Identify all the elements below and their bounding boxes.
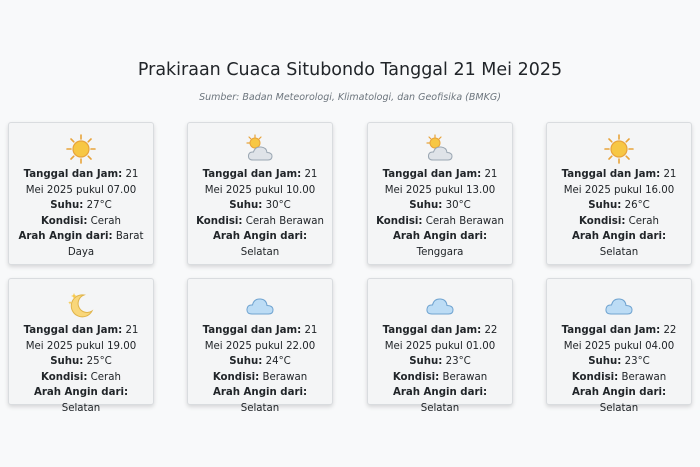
datetime-line: Tanggal dan Jam: 21 Mei 2025 pukul 07.00	[23, 169, 139, 196]
condition-value: Berawan	[262, 371, 308, 383]
temp-line: Suhu: 30°C	[409, 200, 471, 211]
wind-value: Selatan	[599, 246, 639, 258]
forecast-card	[8, 278, 154, 414]
forecast-card	[8, 122, 154, 265]
temp-line: Suhu: 30°C	[229, 200, 291, 211]
condition-value: Berawan	[621, 371, 667, 383]
forecast-card	[546, 122, 692, 265]
wind-line: Arah Angin dari: Selatan	[392, 387, 488, 414]
wind-line: Arah Angin dari: Selatan	[571, 231, 667, 258]
forecast-card	[546, 278, 692, 414]
temp-line: Suhu: 24°C	[229, 356, 291, 367]
forecast-card	[367, 122, 513, 265]
wind-value: Selatan	[240, 402, 280, 414]
condition-value: Cerah Berawan	[245, 215, 324, 227]
wind-line: Arah Angin dari: Selatan	[33, 387, 129, 414]
datetime-line: Tanggal dan Jam: 21 Mei 2025 pukul 16.00	[561, 169, 677, 196]
datetime-value: 21 Mei 2025 pukul 22.00	[204, 325, 318, 352]
datetime-line: Tanggal dan Jam: 21 Mei 2025 pukul 19.00	[23, 325, 139, 352]
datetime-line: Tanggal dan Jam: 21 Mei 2025 pukul 13.00	[382, 169, 498, 196]
temp-line: Suhu: 25°C	[50, 356, 112, 367]
datetime-line: Tanggal dan Jam: 21 Mei 2025 pukul 10.00	[202, 169, 318, 196]
datetime-line: Tanggal dan Jam: 21 Mei 2025 pukul 22.00	[202, 325, 318, 352]
condition-line: Kondisi: Berawan	[571, 371, 667, 383]
condition-line: Kondisi: Berawan	[212, 371, 308, 383]
wind-value: Selatan	[599, 402, 639, 414]
wind-line: Arah Angin dari: Selatan	[212, 387, 308, 414]
source-note: Sumber: Badan Meteorologi, Klimatologi, dan Geofisika (BMKG)	[199, 92, 501, 103]
condition-value: Berawan	[442, 371, 488, 383]
wind-value: Tenggara	[416, 246, 464, 258]
condition-line: Kondisi: Berawan	[392, 371, 488, 383]
temp-value: 30°C	[265, 200, 291, 211]
temp-line: Suhu: 23°C	[588, 356, 650, 367]
wind-line: Arah Angin dari: Selatan	[212, 231, 308, 258]
forecast-card	[187, 278, 333, 414]
temp-value: 23°C	[445, 356, 471, 367]
wind-line: Arah Angin dari: Barat Daya	[18, 231, 144, 258]
datetime-value: 21 Mei 2025 pukul 16.00	[563, 169, 677, 196]
wind-value: Barat Daya	[67, 231, 144, 258]
partly-cloudy-icon	[244, 133, 276, 165]
datetime-value: 21 Mei 2025 pukul 10.00	[204, 169, 318, 196]
datetime-value: 22 Mei 2025 pukul 01.00	[384, 325, 498, 352]
condition-line: Kondisi: Cerah	[41, 371, 121, 383]
condition-line: Kondisi: Cerah	[41, 215, 121, 227]
temp-value: 30°C	[445, 200, 471, 211]
wind-value: Selatan	[61, 402, 101, 414]
wind-line: Arah Angin dari: Tenggara	[392, 231, 488, 258]
temp-value: 25°C	[86, 356, 112, 367]
condition-value: Cerah	[90, 371, 121, 383]
forecast-card	[187, 122, 333, 265]
temp-value: 26°C	[624, 200, 650, 211]
condition-value: Cerah	[628, 215, 659, 227]
forecast-card	[367, 278, 513, 414]
cloud-icon	[603, 289, 635, 321]
moon-icon	[65, 289, 97, 321]
temp-value: 23°C	[624, 356, 650, 367]
datetime-value: 21 Mei 2025 pukul 19.00	[25, 325, 139, 352]
temp-value: 24°C	[265, 356, 291, 367]
datetime-value: 21 Mei 2025 pukul 07.00	[25, 169, 139, 196]
temp-line: Suhu: 27°C	[50, 200, 112, 211]
wind-value: Selatan	[240, 246, 280, 258]
condition-line: Kondisi: Cerah	[579, 215, 659, 227]
wind-line: Arah Angin dari: Selatan	[571, 387, 667, 414]
sun-icon	[603, 133, 635, 165]
condition-line: Kondisi: Cerah Berawan	[376, 215, 504, 227]
partly-cloudy-icon	[424, 133, 456, 165]
temp-value: 27°C	[86, 200, 112, 211]
condition-line: Kondisi: Cerah Berawan	[196, 215, 324, 227]
condition-value: Cerah	[90, 215, 121, 227]
wind-value: Selatan	[420, 402, 460, 414]
cloud-icon	[244, 289, 276, 321]
temp-line: Suhu: 26°C	[588, 200, 650, 211]
sun-icon	[65, 133, 97, 165]
condition-value: Cerah Berawan	[425, 215, 504, 227]
datetime-line: Tanggal dan Jam: 22 Mei 2025 pukul 04.00	[561, 325, 677, 352]
cloud-icon	[424, 289, 456, 321]
datetime-value: 22 Mei 2025 pukul 04.00	[563, 325, 677, 352]
datetime-line: Tanggal dan Jam: 22 Mei 2025 pukul 01.00	[382, 325, 498, 352]
temp-line: Suhu: 23°C	[409, 356, 471, 367]
page-title: Prakiraan Cuaca Situbondo Tanggal 21 Mei 2025	[137, 60, 563, 80]
datetime-value: 21 Mei 2025 pukul 13.00	[384, 169, 498, 196]
